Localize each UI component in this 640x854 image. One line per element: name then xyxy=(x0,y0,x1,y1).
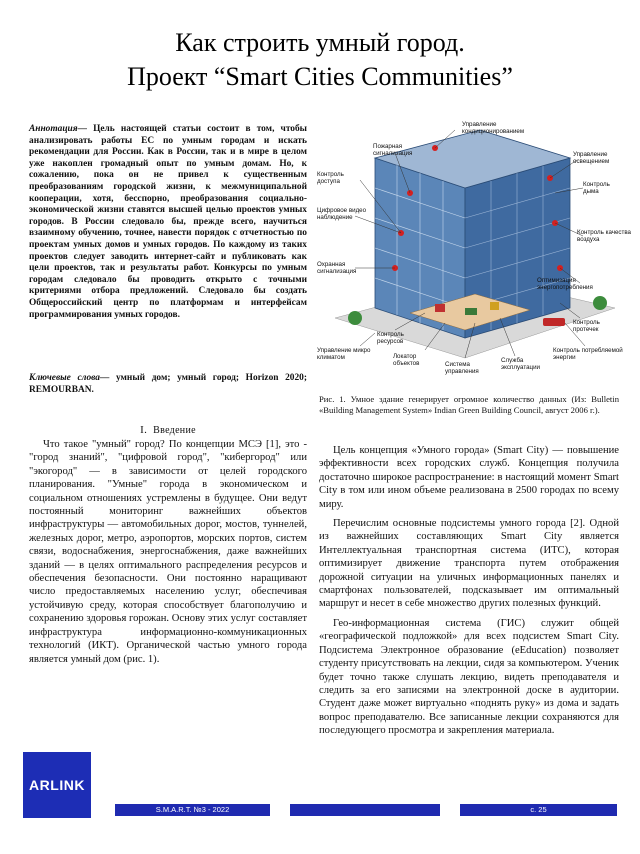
footer-journal: S.M.A.R.T. №3 - 2022 xyxy=(115,804,270,816)
abstract xyxy=(29,124,307,321)
label-fire: Пожарная сигнализация xyxy=(373,143,413,157)
right-paragraph-3: Гео-информационная система (ГИС) служит общей «географической подложкой» для всех подсистем Smart City. Подсистема Электронное образование (eEducation) позволяет студенту присутствовать на лекции, сидя за компьютером. Ученик будет точно также слушать лекцию, видеть преподавателя и следить за его записями на электронной доске в аудитории. Студент даже может виртуально «поднять руку» из дома и задать вопрос преподавателю. Все записанные лекции сохраняются для последующего просмотра и закрепления материала. xyxy=(319,617,619,737)
publisher-logo: ARLINK xyxy=(23,752,91,818)
label-micro: Управление микро климатом xyxy=(317,347,371,361)
label-video: Цифровое видео наблюдение xyxy=(317,207,367,221)
label-mgmt: Система управления xyxy=(445,361,479,375)
figure-caption: Рис. 1. Умное здание генерирует огромное количество данных (Из: Bulletin «Building Management System» Indian Green Building Council, август 2006 г.). xyxy=(319,394,619,415)
section-number: I. xyxy=(140,424,148,436)
right-column-body xyxy=(319,444,619,744)
footer-page-number: с. 25 xyxy=(460,804,617,816)
section-heading xyxy=(29,424,307,436)
keywords-text: умный дом; умный город; Horizon 2020; REMOURBAN. xyxy=(29,373,307,395)
label-locator: Локатор объектов xyxy=(393,353,420,367)
right-paragraph-1: Цель концепция «Умного города» (Smart City) — повышение эффективности всех городских служб. Концепция получила достаточно широкое распространение: в настоящий момент Smart City в том или ином объеме реализована в 2500 городах по всему миру. xyxy=(319,445,619,510)
label-resources: Контроль ресурсов xyxy=(377,331,404,345)
label-consumption: Контроль потребляемой энергии xyxy=(553,347,623,361)
abstract-label: Аннотация— xyxy=(29,124,87,134)
right-paragraph-2: Перечислим основные подсистемы умного города [2]. Одной из важнейших составляющих Smart City является Интеллектуальная транспортная система (ИТС), которая оптимизирует движение транспорта путем отображения дорожной ситуации на уличных информационных панелях и смартфонах пользователей, подсказывает им оптимальный маршрут и несет в себе множество других полезных функций. xyxy=(319,518,619,610)
smart-building-figure xyxy=(315,118,631,376)
footer-middle-bar xyxy=(290,804,440,816)
left-paragraph-1: Что такое "умный" город? По концепции МСЭ [1], это - "город знаний", "цифровой город", "кибергород" или "экогород" — в зависимости от целей городского планирования. "Умные" города в экономическом и социальном отношениях устремлены в будущее. Они ведут постоянный мониторинг важнейших объектов инфраструктуры — автомобильных дорог, мостов, туннелей, железных дорог, метро, аэропортов, морских портов, систем связи, водоснабжения, энергоснабжения, даже важнейших зданий — в целях оптимального распределения ресурсов и обеспечения безопасности. Они постоянно наращивают число предоставляемых населению услуг, обеспечивая устойчивую среду, которая способствует благополучию и сохранению здоровья горожан. Основу этих услуг составляет инфраструктура информационно-коммуникационных технологий (ИКТ). Органической частью умного города является умный дом (рис. 1). xyxy=(29,439,307,665)
label-service: Служба эксплуатации xyxy=(501,357,540,371)
label-leak: Контроль протечек xyxy=(573,319,600,333)
label-smoke: Контроль дыма xyxy=(583,181,610,195)
left-column-body xyxy=(29,438,307,666)
title-line-2: Проект “Smart Cities Communities” xyxy=(127,62,513,91)
label-energy: Оптимизация энергопотребления xyxy=(537,277,593,291)
keywords xyxy=(29,373,307,396)
label-security: Охранная сигнализация xyxy=(317,261,357,275)
label-access: Контроль доступа xyxy=(317,171,344,185)
abstract-text: Цель настоящей статьи состоит в том, чтобы анализировать работы ЕС по умным городам и искать рекомендации для России. Как в России, так и в мире в целом уже накоплен громадный опыт по умным домам. Но, к сожалению, пока он не привел к существенным преобразованиям городской жизни, к межмуниципальной кооперации, хотя, бесспорно, преобразования социально-экономической жизни ставятся высшей целью проектов умных городов. В России следовало бы, прежде всего, научиться взаимному обучению, точнее, навести порядок с отчетностью по проектам умных домов и умных городов. По каждому из таких проектов следует заводить интернет-сайт и публиковать как цели проектов, так и результаты работ. Конкурсы по умным городам следовало бы проводить открыто с точными критериями отбора предложений. Следовало бы создать Общероссийский центр по платформам и интерфейсам программирования умных городов. xyxy=(29,124,307,320)
title-line-1: Как строить умный город. xyxy=(175,28,465,57)
article-title xyxy=(0,26,640,94)
label-air: Контроль качества воздуха xyxy=(577,229,631,243)
label-lighting: Управление освещением xyxy=(573,151,610,165)
keywords-label: Ключевые слова— xyxy=(29,373,110,383)
section-title: Введение xyxy=(153,425,196,436)
label-hvac: Управление кондиционированием xyxy=(462,121,525,135)
